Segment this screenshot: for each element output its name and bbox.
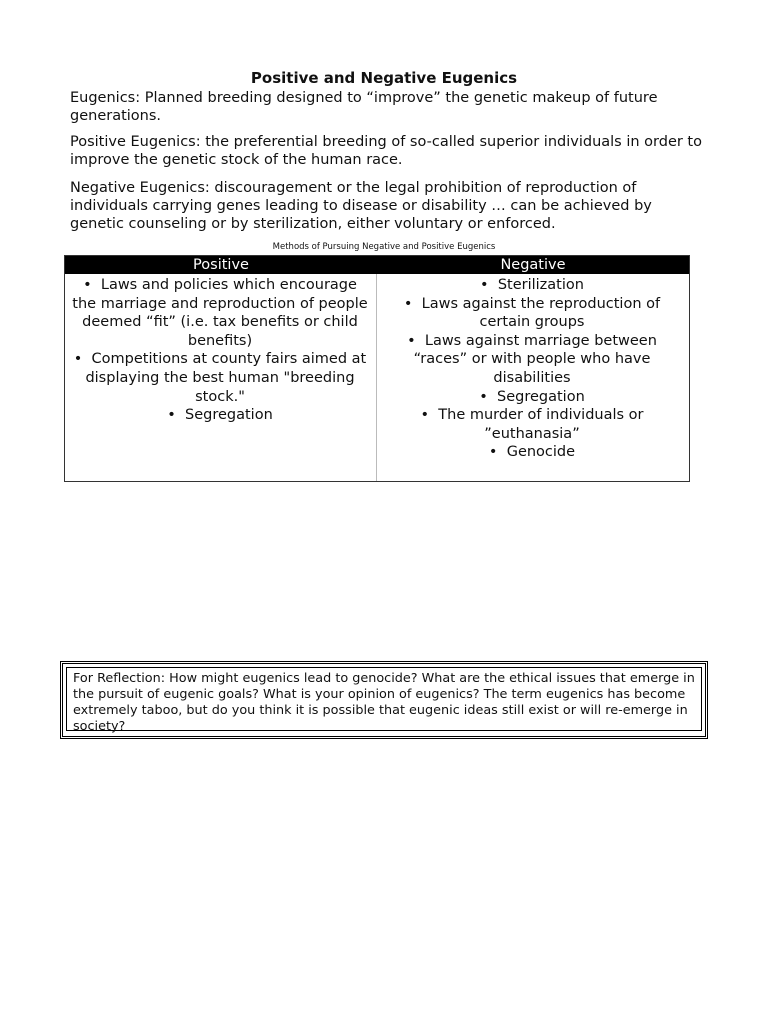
list-item: • Laws against marriage between “races” or with people who have disabilities [377, 332, 687, 388]
definition-negative-eugenics: Negative Eugenics: discouragement or the legal prohibition of reproduction of individuals carrying genes leading to disease or disability … can be achieved by genetic counseling or by sterilization, either voluntary or enforced. [70, 180, 652, 232]
list-item: • Segregation [377, 388, 687, 407]
list-item: • Laws against the reproduction of certain groups [377, 295, 687, 332]
list-item: • Sterilization [377, 276, 687, 295]
header-negative: Negative [500, 257, 566, 273]
positive-list [65, 276, 375, 425]
header-positive: Positive [193, 257, 249, 273]
definition-positive-eugenics: Positive Eugenics: the preferential breeding of so-called superior individuals in order to improve the genetic stock of the human race. [70, 134, 702, 168]
table-header-row [65, 256, 689, 274]
methods-table [64, 255, 690, 482]
definition-eugenics: Eugenics: Planned breeding designed to “improve” the genetic makeup of future generations. [70, 90, 658, 124]
reflection-box [60, 661, 708, 739]
reflection-text: For Reflection: How might eugenics lead to genocide? What are the ethical issues that emerge in the pursuit of eugenic goals? What is your opinion of eugenics? The term eugenics has become extremely taboo, but do you think it is possible that eugenic ideas still exist or will re-emerge in society? [66, 667, 702, 731]
document-title: Positive and Negative Eugenics [250, 69, 518, 87]
list-item: • Segregation [65, 406, 375, 425]
list-item: • Laws and policies which encourage the marriage and reproduction of people deemed “fit” (i.e. tax benefits or child benefits) [65, 276, 375, 350]
positive-column [65, 276, 375, 425]
list-item: • Genocide [377, 443, 687, 462]
list-item: • The murder of individuals or ”euthanasia” [377, 406, 687, 443]
list-item: • Competitions at county fairs aimed at displaying the best human "breeding stock." [65, 350, 375, 406]
negative-list [377, 276, 687, 462]
table-caption: Methods of Pursuing Negative and Positive Eugenics [272, 242, 496, 252]
negative-column [377, 276, 687, 462]
